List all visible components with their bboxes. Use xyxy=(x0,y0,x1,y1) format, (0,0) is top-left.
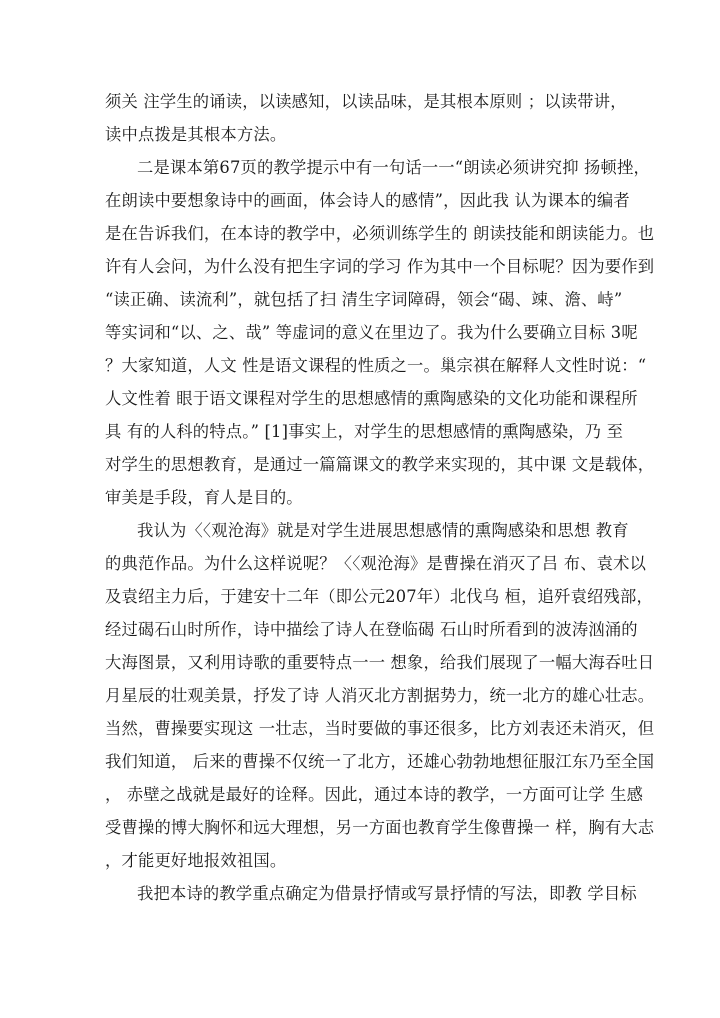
text-line: 是在告诉我们，在本诗的教学中，必须训练学生的 朗读技能和朗读能力。也 xyxy=(105,224,655,243)
text-line: 对学生的思想教育，是通过一篇篇课文的教学来实现的，其中课 文是载体， xyxy=(105,455,655,474)
text-line: “读正确、读流利”，就包括了扫 清生字词障碍，领会“碣、竦、澹、峙” xyxy=(105,290,623,309)
text-line: 我把本诗的教学重点确定为借景抒情或写景抒情的写法，即教 学目标 xyxy=(137,884,637,903)
text-line: 我认为〈〈观沧海》就是对学生进展思想感情的熏陶感染和思想 教育 xyxy=(137,521,629,540)
text-line: 在朗读中要想象诗中的画面，体会诗人的感情”，因此我 认为课本的编者 xyxy=(105,191,630,210)
text-line: 审美是手段，育人是目的。 xyxy=(105,488,303,507)
text-line: 许有人会问，为什么没有把生字词的学习 作为其中一个目标呢？因为要作到 xyxy=(105,257,655,276)
text-line: 经过碣石山时所作，诗中描绘了诗人在登临碣 石山时所看到的波涛汹涌的 xyxy=(105,620,638,639)
text-line: ，才能更好地报效祖国。 xyxy=(105,851,287,870)
text-line: 大海图景，又利用诗歌的重要特点一一 想象，给我们展现了一幅大海吞吐日 xyxy=(105,653,655,672)
text-line: 等实词和“以、之、哉” 等虚词的意义在里边了。我为什么要确立目标 3呢 xyxy=(105,323,638,342)
text-line: 二是课本第67页的教学提示中有一句话一一“朗读必须讲究抑 扬顿挫， xyxy=(137,158,650,177)
text-line: 我们知道， 后来的曹操不仅统一了北方，还雄心勃勃地想征服江东乃至全国 xyxy=(105,752,655,771)
text-line: 人文性着 眼于语文课程对学生的思想感情的熏陶感染的文化功能和课程所 xyxy=(105,389,638,408)
text-line: 的典范作品。为什么这样说呢？〈〈观沧海》是曹操在消灭了吕 布、袁术以 xyxy=(105,554,647,573)
text-line: 读中点拨是其根本方法。 xyxy=(105,125,287,144)
text-line: ， 赤壁之战就是最好的诠释。因此，通过本诗的教学，一方面可让学 生感 xyxy=(105,785,644,804)
text-line: 具 有的人科的特点。” [1]事实上，对学生的思想感情的熏陶感染，乃 至 xyxy=(105,422,624,441)
text-line: 当然，曹操要实现这 一壮志，当时要做的事还很多，比方刘表还未消灭，但 xyxy=(105,719,655,738)
text-line: 及袁绍主力后，于建安十二年（即公元207年）北伐乌 桓，追歼袁绍残部， xyxy=(105,587,653,606)
text-line: ？大家知道，人文 性是语文课程的性质之一。巢宗祺在解释人文性时说：“ xyxy=(105,356,647,375)
text-line: 月星辰的壮观美景，抒发了诗 人消灭北方割据势力，统一北方的雄心壮志。 xyxy=(105,686,655,705)
text-line: 须关 注学生的诵读，以读感知，以读品味，是其根本原则 ；以读带讲， xyxy=(105,92,627,111)
text-line: 受曹操的博大胸怀和远大理想，另一方面也教育学生像曹操一 样，胸有大志 xyxy=(105,818,655,837)
